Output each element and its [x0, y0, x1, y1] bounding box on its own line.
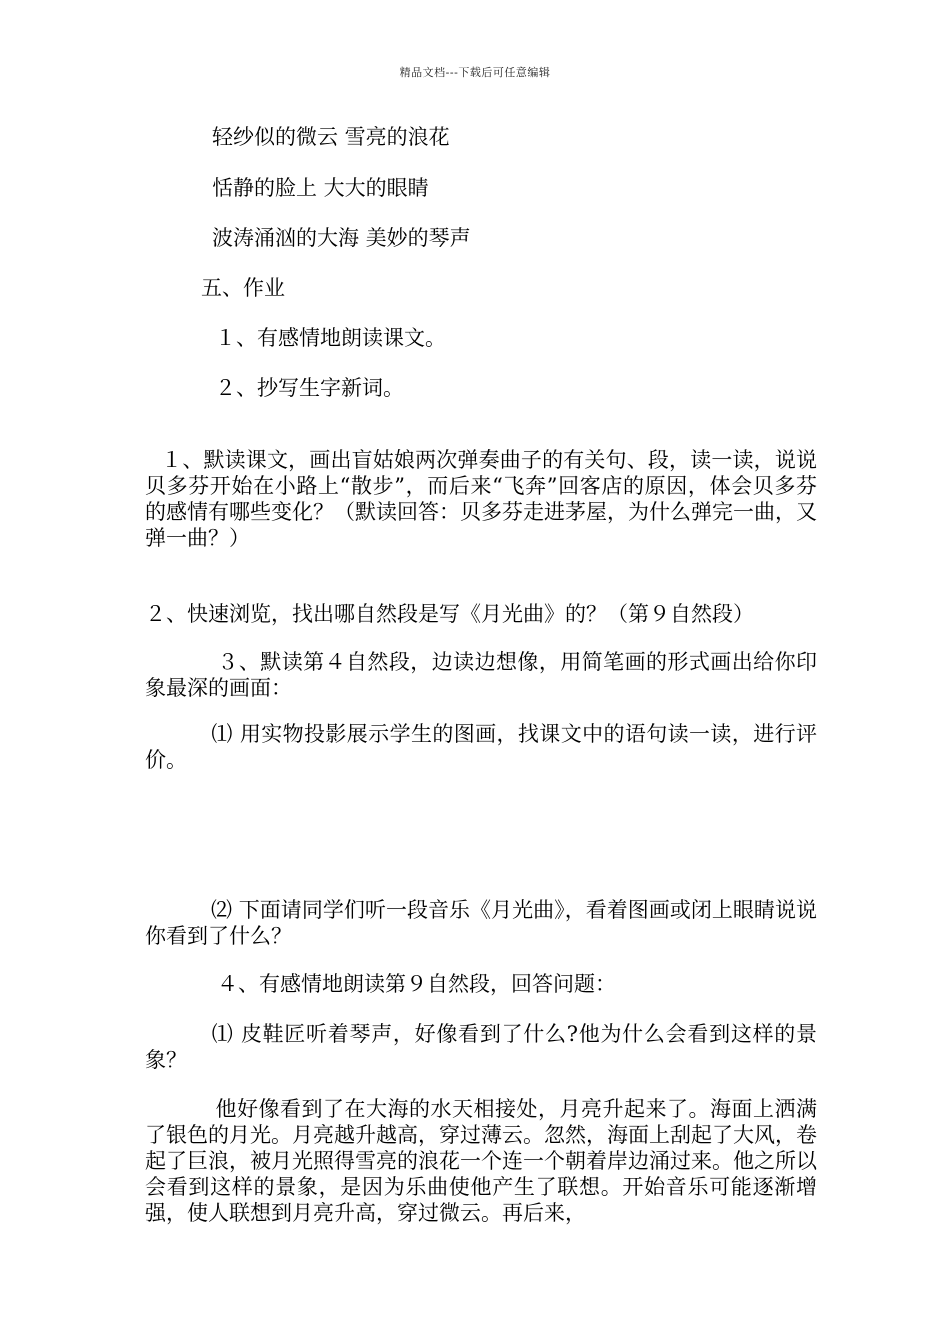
- paragraph-text: ３、默读第４自然段，边读边想像，用简笔画的形式画出给你印象最深的画面：: [145, 650, 817, 700]
- paragraph: [145, 971, 817, 997]
- homework-item: １、有感情地朗读课文。: [215, 326, 446, 350]
- homework-heading: 五、作业: [201, 276, 285, 300]
- paragraph: [145, 1096, 817, 1226]
- paragraph: [145, 649, 817, 701]
- paragraph: [145, 575, 817, 627]
- homework-item: ２、抄写生字新词。: [215, 376, 404, 400]
- word-pair-line: 恬静的脸上 大大的眼睛: [212, 176, 429, 200]
- paragraph: [145, 897, 817, 949]
- paragraph-text: ⑴ 皮鞋匠听着琴声，好像看到了什么?他为什么会看到这样的景象？: [145, 1022, 817, 1072]
- paragraph: [145, 721, 817, 773]
- paragraph-text: ⑴ 用实物投影展示学生的图画，找课文中的语句读一读，进行评价。: [145, 722, 817, 772]
- paragraph: [145, 447, 817, 551]
- paragraph-text: ⑵ 下面请同学们听一段音乐《月光曲》，看着图画或闭上眼睛说说你看到了什么？: [145, 898, 817, 948]
- paragraph-text: 他好像看到了在大海的水天相接处，月亮升起来了。海面上洒满了银色的月光。月亮越升越高，穿过薄云。忽然，海面上刮起了大风，卷起了巨浪，被月光照得雪亮的浪花一个连一个朝着岸边涌过来。他之所以会看到这样的景象，是因为乐曲使他产生了联想。开始音乐可能逐渐增强，使人联想到月亮升高，穿过微云。再后来，: [145, 1097, 817, 1225]
- paragraph-text: ４、有感情地朗读第９自然段，回答问题：: [217, 972, 616, 996]
- paragraph: [145, 1021, 817, 1073]
- word-pair-line: 轻纱似的微云 雪亮的浪花: [212, 125, 450, 149]
- paragraph-text: ２、快速浏览，找出哪自然段是写《月光曲》的？（第９自然段）: [145, 602, 754, 626]
- word-pair-line: 波涛涌汹的大海 美妙的琴声: [212, 226, 471, 250]
- page-header: 精品文档---下载后可任意编辑: [399, 66, 551, 79]
- paragraph-text: １、默读课文，画出盲姑娘两次弹奏曲子的有关句、段，读一读，说说贝多芬开始在小路上“散步”，而后来“飞奔”回客店的原因，体会贝多芬的感情有哪些变化？（默读回答：贝多芬走进茅屋，为什么弹完一曲，又弹一曲？）: [145, 448, 817, 550]
